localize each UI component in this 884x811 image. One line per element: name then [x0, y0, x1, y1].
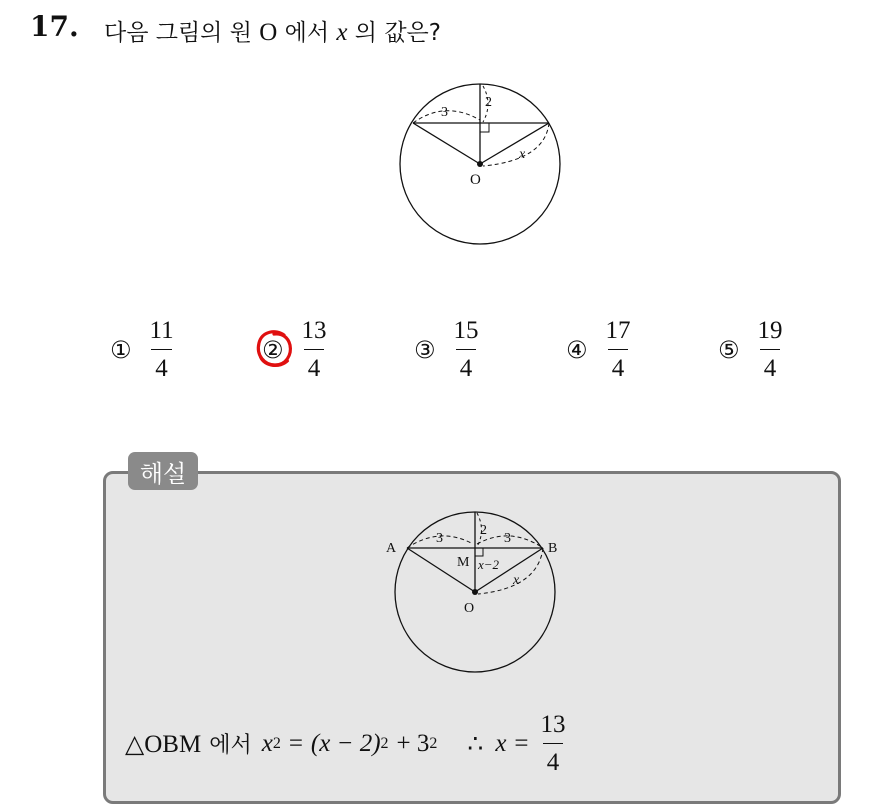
label-2: 2: [480, 523, 487, 538]
figure-radius-right: [480, 123, 549, 164]
plus-term: + 3: [396, 729, 430, 757]
right-angle-mark: [480, 123, 489, 132]
choice-3[interactable]: [414, 318, 483, 381]
lhs-var: x: [261, 729, 273, 757]
question-text-before: 다음 그림의 원: [104, 20, 260, 46]
denominator: 4: [456, 349, 477, 381]
denominator: 4: [760, 349, 781, 381]
answer-choices: [0, 318, 884, 388]
label-2: 2: [485, 95, 492, 110]
choice-marker: ①: [110, 335, 132, 364]
label-a: A: [386, 541, 397, 556]
question-text: [104, 14, 441, 47]
label-x: x: [513, 573, 520, 588]
equals: =: [288, 729, 303, 757]
result-eq: =: [514, 729, 529, 757]
choice-fraction: [146, 318, 178, 381]
choice-marker: ③: [414, 335, 436, 364]
label-3-right: 3: [504, 531, 511, 546]
figure-radius-left: [413, 123, 480, 164]
question-text-mid: 에서: [277, 20, 337, 46]
choice-marker-glyph: ②: [262, 335, 284, 364]
right-angle-mark: [475, 548, 483, 556]
result-numerator: 13: [540, 711, 566, 738]
label-3-left: 3: [436, 531, 443, 546]
label-m: M: [457, 555, 470, 570]
label-o: O: [470, 172, 481, 188]
solution-tag: 해설: [128, 452, 198, 490]
paren-term: (x − 2): [310, 729, 381, 757]
numerator: 11: [149, 317, 174, 344]
denominator: 4: [151, 349, 172, 381]
result-denominator: 4: [543, 743, 564, 775]
circle-name: O: [259, 19, 278, 46]
denominator: 4: [304, 349, 325, 381]
label-x-minus-2: x−2: [478, 557, 500, 572]
choice-marker: [262, 336, 284, 364]
selected-answer-circle: [254, 327, 296, 371]
choice-fraction: [298, 318, 331, 381]
result-fraction: [537, 712, 570, 775]
formula-korean: 에서: [209, 733, 252, 758]
choice-fraction: [450, 318, 483, 381]
plus-exp: 2: [429, 734, 438, 752]
therefore: ∴: [467, 730, 484, 758]
lhs-exp: 2: [272, 734, 281, 752]
label-x: x: [519, 147, 526, 162]
numerator: 17: [605, 317, 631, 344]
question-text-after: 의 값은?: [347, 20, 441, 46]
choice-4[interactable]: [566, 318, 635, 381]
solution-formula: [125, 712, 570, 775]
result-var: x: [495, 729, 507, 757]
choice-fraction: [754, 318, 787, 381]
choice-2[interactable]: [262, 318, 331, 381]
question-figure: [395, 80, 575, 250]
label-3: 3: [441, 105, 448, 120]
triangle-obm: △OBM: [125, 730, 202, 758]
numerator: 19: [757, 317, 783, 344]
numerator: 15: [453, 317, 479, 344]
question-variable: x: [336, 19, 348, 46]
choice-5[interactable]: [718, 318, 787, 381]
choice-1[interactable]: [110, 318, 178, 381]
solution-figure: [380, 504, 570, 679]
choice-fraction: [602, 318, 635, 381]
center-point: [477, 161, 483, 167]
choice-marker: ④: [566, 335, 588, 364]
label-b: B: [548, 541, 558, 556]
label-o: O: [464, 601, 475, 616]
paren-exp: 2: [380, 734, 389, 752]
denominator: 4: [608, 349, 629, 381]
choice-marker: ⑤: [718, 335, 740, 364]
question-number: 17.: [30, 10, 79, 43]
numerator: 13: [301, 317, 327, 344]
center-point: [472, 589, 478, 595]
